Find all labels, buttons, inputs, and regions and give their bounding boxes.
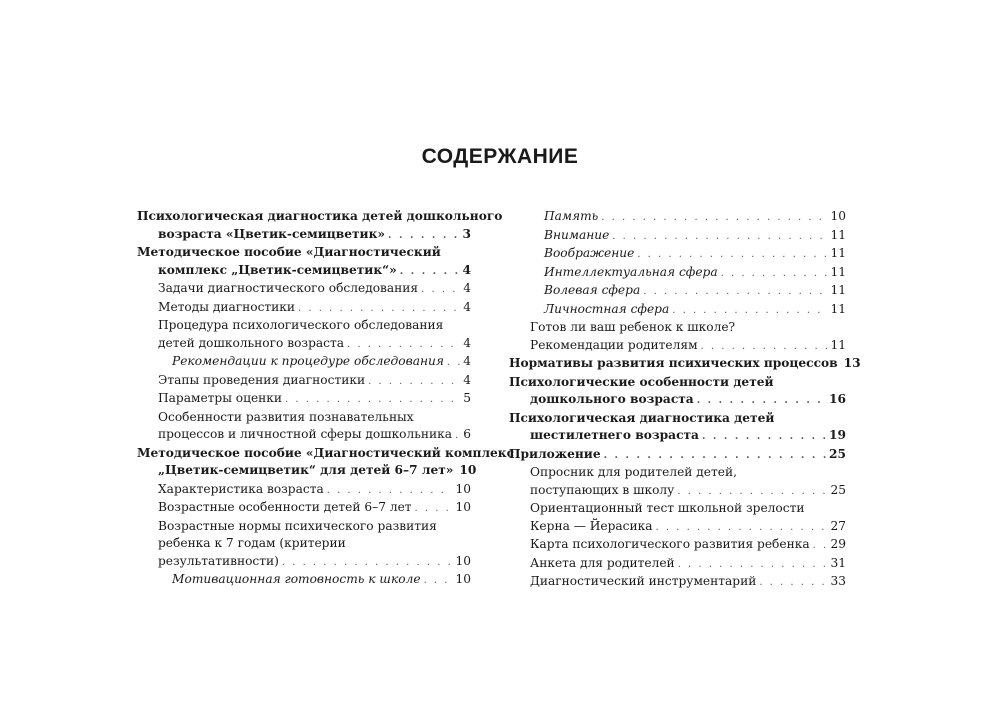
toc-entry[interactable]: [509, 374, 846, 410]
toc-page-number: 10: [455, 553, 471, 568]
toc-entry[interactable]: [137, 481, 471, 500]
toc-page-number: 33: [830, 574, 846, 588]
dot-leader: [678, 556, 828, 574]
toc-entry-text: Рекомендации к процедуре обследования: [172, 354, 444, 368]
toc-entry[interactable]: [509, 319, 846, 355]
toc-entry-text: Особенности развития познавательных: [158, 409, 414, 424]
dot-leader: [388, 227, 460, 245]
toc-entry[interactable]: [137, 499, 471, 518]
toc-entry-text: процессов и личностной сферы дошкольника: [158, 427, 453, 441]
dot-leader: [298, 300, 460, 318]
toc-entry-text: возраста «Цветик-семицветик»: [158, 226, 386, 241]
toc-page-number: 4: [462, 262, 471, 277]
toc-entry[interactable]: [509, 282, 846, 301]
dot-leader: [637, 246, 827, 264]
toc-entry-text: Ориентационный тест школьной зрелости: [530, 501, 805, 515]
toc-entry-text: шестилетнего возраста: [530, 428, 699, 442]
toc-entry[interactable]: [137, 208, 503, 244]
toc-page-number: 6: [463, 427, 471, 441]
toc-entry-text: Психологические особенности детей: [509, 374, 774, 389]
toc-entry[interactable]: [509, 446, 846, 465]
toc-entry-text: детей дошкольного возраста: [158, 335, 344, 350]
dot-leader: [400, 263, 460, 281]
toc-page-number: 16: [829, 392, 846, 406]
toc-column-left: [137, 208, 515, 590]
dot-leader: [282, 554, 453, 572]
toc-page-number: 13: [843, 356, 861, 370]
toc-entry-text: Рекомендации родителям: [530, 337, 698, 352]
toc-entry-text: ребенка к 7 годам (критерии: [158, 536, 346, 550]
dot-leader: [421, 281, 460, 299]
dot-leader: [368, 373, 460, 391]
toc-entry[interactable]: [137, 353, 471, 372]
toc-entry-text: Интеллектуальная сфера: [544, 264, 718, 279]
toc-entry-text: Методическое пособие «Диагностический комплекс: [137, 445, 515, 460]
toc-entry-text: „Цветик-семицветик“ для детей 6–7 лет»: [158, 463, 454, 477]
dot-leader: [604, 447, 826, 465]
toc-page-number: 5: [463, 391, 471, 405]
toc-entry-text: Карта психологического развития ребенка: [530, 537, 810, 551]
toc-page-number: 25: [829, 446, 846, 461]
toc-page-number: 11: [830, 246, 846, 260]
toc-page-number: 31: [830, 555, 846, 570]
toc-entry[interactable]: [137, 372, 471, 391]
toc-entry-text: Анкета для родителей: [530, 555, 675, 570]
dot-leader: [415, 500, 453, 518]
toc-entry[interactable]: [509, 500, 846, 536]
toc-entry[interactable]: [509, 555, 846, 574]
toc-page-number: 25: [830, 482, 846, 497]
toc-page-number: 11: [830, 283, 846, 297]
toc-entry[interactable]: [137, 390, 471, 409]
toc-entry-text: результативности): [158, 553, 279, 568]
toc-entry-text: Мотивационная готовность к школе: [172, 572, 421, 586]
toc-entry[interactable]: [137, 518, 471, 572]
toc-entry[interactable]: [137, 571, 471, 590]
toc-entry[interactable]: [509, 464, 846, 500]
toc-entry-text: Диагностический инструментарий: [530, 574, 757, 588]
dot-leader: [677, 483, 827, 501]
toc-entry-text: Личностная сфера: [544, 301, 670, 316]
toc-entry-text: Психологическая диагностика детей дошкольного: [137, 209, 503, 223]
toc-page-number: 4: [463, 372, 471, 387]
toc-entry-text: Психологическая диагностика детей: [509, 410, 775, 425]
dot-leader: [285, 391, 460, 409]
dot-leader: [701, 338, 828, 356]
dot-leader: [656, 519, 828, 537]
toc-page-number: 4: [463, 335, 471, 350]
toc-column-right: [509, 208, 861, 592]
toc-entry-text: поступающих в школу: [530, 482, 675, 497]
toc-entry-text: Этапы проведения диагностики: [158, 372, 366, 387]
dot-leader: [672, 302, 827, 320]
toc-entry[interactable]: [137, 445, 515, 481]
toc-entry-text: Опросник для родителей детей,: [530, 465, 737, 479]
toc-page-number: 11: [830, 301, 846, 316]
dot-leader: [702, 428, 826, 446]
dot-leader: [813, 537, 828, 555]
dot-leader: [327, 482, 453, 500]
toc-page-number: 4: [463, 281, 471, 295]
page-title: СОДЕРЖАНИЕ: [421, 145, 579, 168]
dot-leader: [643, 283, 827, 301]
toc-entry-text: Возрастные нормы психического развития: [158, 518, 437, 533]
toc-entry-text: Внимание: [544, 227, 610, 242]
toc-page-number: 10: [455, 481, 471, 496]
toc-page-number: 10: [455, 500, 471, 514]
toc-entry[interactable]: [509, 208, 846, 227]
toc-entry-text: Процедура психологического обследования: [158, 318, 444, 332]
toc-entry-text: Нормативы развития психических процессов: [509, 356, 838, 370]
toc-page-number: 27: [830, 518, 846, 533]
toc-entry[interactable]: [137, 299, 471, 318]
toc-entry[interactable]: [137, 244, 471, 280]
dot-leader: [721, 265, 828, 283]
toc-page-number: 29: [830, 537, 846, 551]
toc-page-number: 10: [459, 463, 477, 477]
toc-entry[interactable]: [509, 245, 846, 264]
toc-entry[interactable]: [509, 301, 846, 320]
dot-leader: [447, 354, 460, 372]
toc-entry-text: Параметры оценки: [158, 391, 283, 405]
toc-entry-text: Готов ли ваш ребенок к школе?: [530, 320, 736, 334]
toc-entry-text: Воображение: [544, 246, 635, 260]
toc-entry-text: Память: [544, 209, 599, 223]
toc-entry-text: комплекс „Цветик-семицветик“»: [158, 262, 397, 277]
dot-leader: [697, 392, 826, 410]
toc-page-number: 11: [830, 227, 846, 242]
toc-page-number: 10: [455, 572, 471, 586]
toc-entry[interactable]: [137, 409, 471, 445]
toc-page-number: 11: [830, 337, 846, 352]
toc-entry-text: Приложение: [509, 446, 601, 461]
dot-leader: [424, 572, 453, 590]
dot-leader: [759, 574, 827, 592]
toc-entry-text: Характеристика возраста: [158, 481, 324, 496]
toc-page-number: 4: [463, 299, 471, 314]
toc-entry-text: Волевая сфера: [544, 283, 641, 297]
toc-entry[interactable]: [509, 536, 846, 555]
toc-entry-text: Задачи диагностического обследования: [158, 281, 419, 295]
dot-leader: [612, 228, 827, 246]
toc-entry-text: Методическое пособие «Диагностический: [137, 245, 441, 259]
toc-entry-text: дошкольного возраста: [530, 392, 694, 406]
toc-entry-text: Методы диагностики: [158, 299, 296, 314]
toc-entry[interactable]: [509, 264, 846, 283]
toc-entry[interactable]: [137, 280, 471, 299]
toc-page-number: 4: [463, 354, 471, 368]
toc-page-number: 11: [830, 264, 846, 279]
toc-entry[interactable]: [137, 317, 471, 353]
dot-leader: [455, 427, 460, 445]
toc-entry[interactable]: [509, 355, 861, 374]
toc-entry-text: Керна — Йерасика: [530, 518, 653, 533]
toc-entry[interactable]: [509, 573, 846, 592]
toc-entry[interactable]: [509, 410, 846, 446]
toc-entry[interactable]: [509, 227, 846, 246]
toc-page-number: 19: [829, 428, 846, 442]
toc-page-number: 10: [830, 209, 846, 223]
dot-leader: [601, 209, 827, 227]
toc-entry-text: Возрастные особенности детей 6–7 лет: [158, 500, 412, 514]
dot-leader: [347, 336, 460, 354]
toc-page-number: 3: [462, 226, 471, 241]
